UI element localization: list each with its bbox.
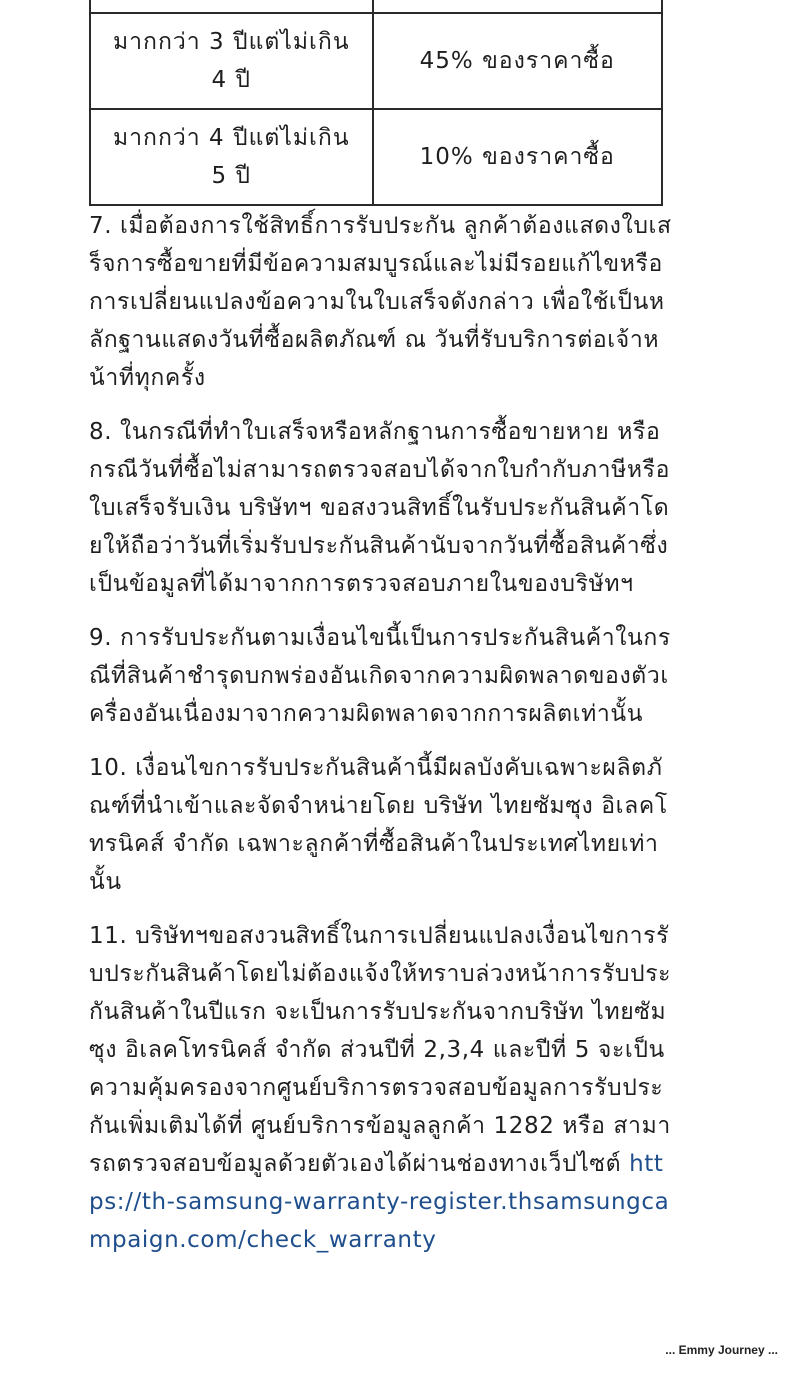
term-7: 7. เมื่อต้องการใช้สิทธิ์การรับประกัน ลูกค้าต้องแสดงใบเสร็จการซื้อขายที่มีข้อความสมบูรณ์และไม่มีรอยแก้ไขหรือการเปลี่ยนแปลงข้อความในใบเสร็จดังกล่าว เพื่อใช้เป็นหลักฐานแสดงวันที่ซื้อผลิตภัณฑ์ ณ วันที่รับบริการต่อเจ้าหน้าที่ทุกครั้ง xyxy=(89,213,672,391)
value-cell: 45% ของราคาซื้อ xyxy=(373,13,662,109)
period-cell xyxy=(90,13,373,109)
term-9: 9. การรับประกันตามเงื่อนไขนี้เป็นการประกันสินค้าในกรณีที่สินค้าชำรุดบกพร่องอันเกิดจากความผิดพลาดของตัวเครื่องอันเนื่องมาจากความผิดพลาดจากการผลิตเท่านั้น xyxy=(89,625,671,727)
term-10: 10. เงื่อนไขการรับประกันสินค้านี้มีผลบังคับเฉพาะผลิตภัณฑ์ที่นำเข้าและจัดจำหน่ายโดย บริษัท ไทยซัมซุง อิเลคโทรนิคส์ จำกัด เฉพาะลูกค้าที่ซื้อสินค้าในประเทศไทยเท่านั้น xyxy=(89,755,668,895)
table-row xyxy=(90,0,662,13)
depreciation-table xyxy=(89,0,663,206)
value-cell: 10% ของราคาซื้อ xyxy=(373,109,662,205)
table-row xyxy=(90,13,662,109)
terms-content xyxy=(89,207,674,1275)
table-cell xyxy=(373,0,662,13)
table-row xyxy=(90,109,662,205)
table-cell xyxy=(90,0,373,13)
period-text: มากกว่า 3 ปีแต่ไม่เกิน 4 ปี xyxy=(112,29,350,93)
period-cell xyxy=(90,109,373,205)
term-11 xyxy=(89,917,674,1259)
period-text: มากกว่า 4 ปีแต่ไม่เกิน 5 ปี xyxy=(112,125,350,189)
warranty-check-link[interactable]: https://th-samsung-warranty-register.thsamsungcampaign.com/check_warranty xyxy=(89,1151,670,1253)
term-11-text: 11. บริษัทฯขอสงวนสิทธิ์ในการเปลี่ยนแปลงเงื่อนไขการรับประกันสินค้าโดยไม่ต้องแจ้งให้ทราบล่วงหน้าการรับประกันสินค้าในปีแรก จะเป็นการรับประกันจากบริษัท ไทยซัมซุง อิเลคโทรนิคส์ จำกัด ส่วนปีที่ 2,3,4 และปีที่ 5 จะเป็นความคุ้มครองจากศูนย์บริการตรวจสอบข้อมูลการรับประกันเพิ่มเติมได้ที่ ศูนย์บริการข้อมูลลูกค้า 1282 หรือ สามารถตรวจสอบข้อมูลด้วยตัวเองได้ผ่านช่องทางเว็ปไซต์ xyxy=(89,923,672,1177)
term-8: 8. ในกรณีที่ทำใบเสร็จหรือหลักฐานการซื้อขายหาย หรือ กรณีวันที่ซื้อไม่สามารถตรวจสอบได้จากใบกำกับภาษีหรือใบเสร็จรับเงิน บริษัทฯ ขอสงวนสิทธิ์ในรับประกันสินค้าโดยให้ถือว่าวันที่เริ่มรับประกันสินค้านับจากวันที่ซื้อสินค้าซึ่งเป็นข้อมูลที่ได้มาจากการตรวจสอบภายในของบริษัทฯ xyxy=(89,419,670,597)
watermark: ... Emmy Journey ... xyxy=(665,1343,778,1357)
